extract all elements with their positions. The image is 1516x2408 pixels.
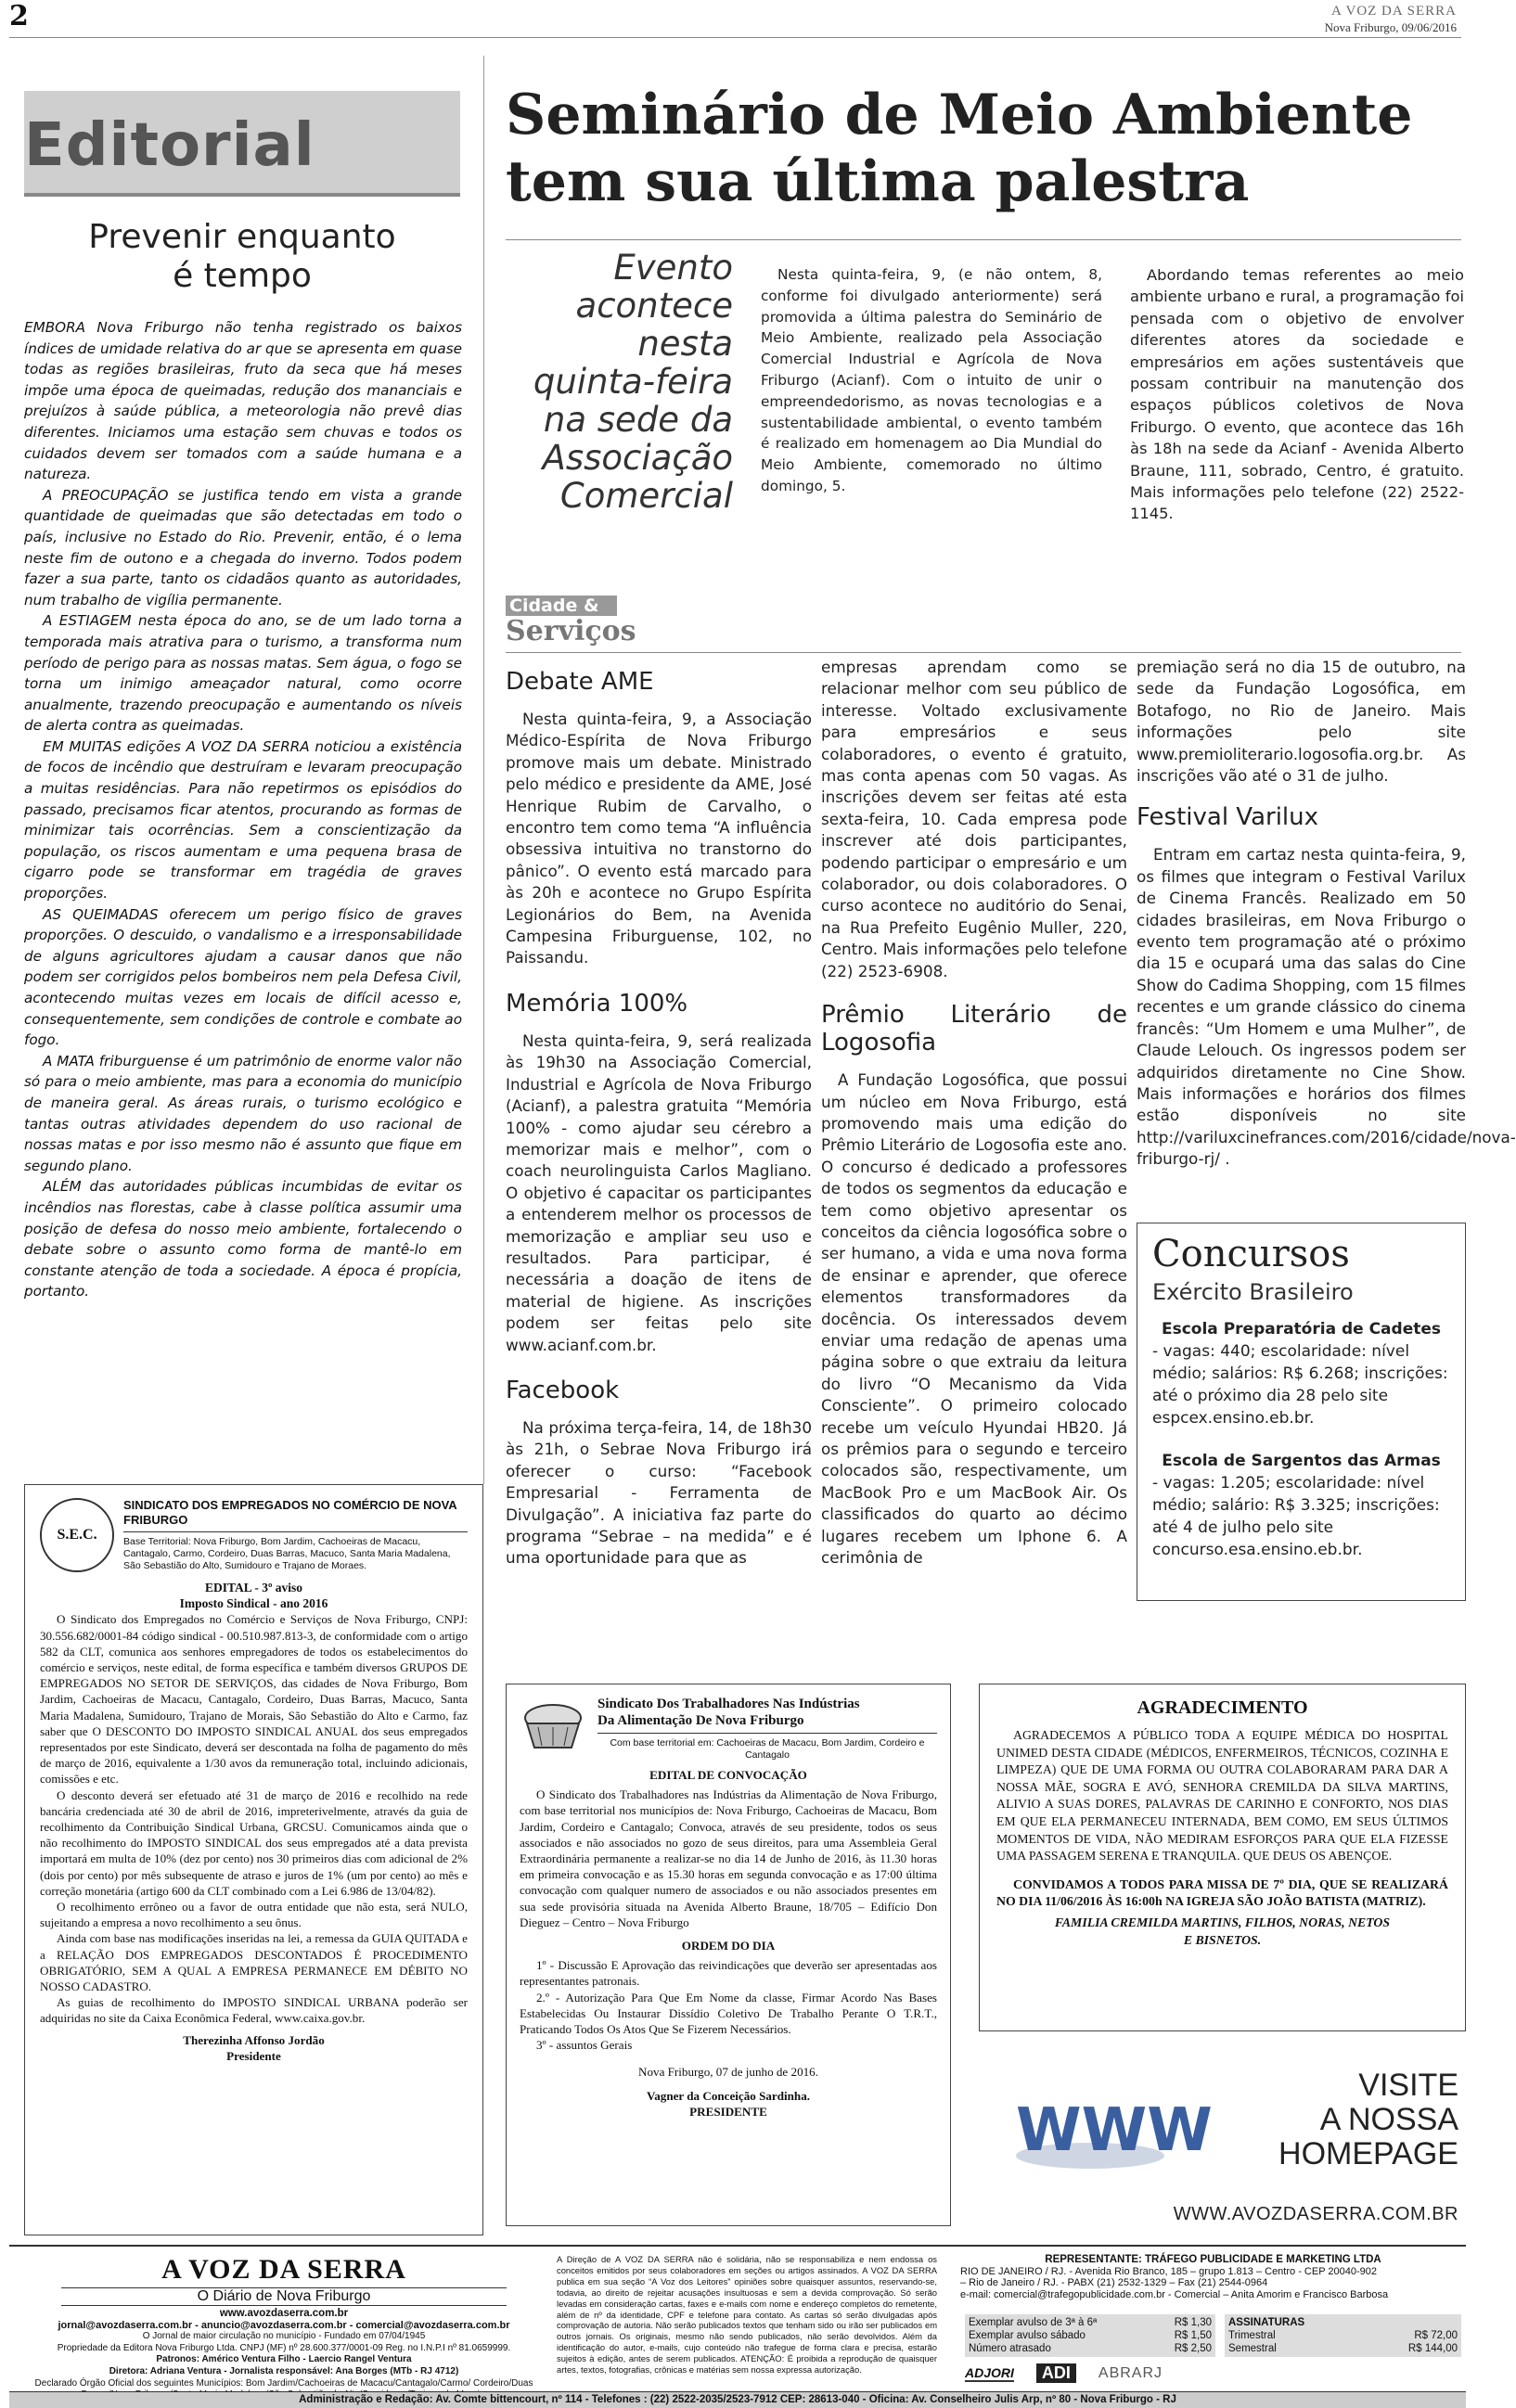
homepage-ad-line1: VISITE [1358,2068,1458,2103]
sindicato-alimentacao-name2: Da Alimentação De Nova Friburgo [597,1712,937,1734]
sindicato-comercio-base: Base Territorial: Nova Friburgo, Bom Jardim, Cachoeiras de Macacu, Cantagalo, Carmo, Cordeiro, Duas Barras, Macuco, Santa Maria Madalena, São Sebastião do Alto, Sumidouro e Trajano de Moraes. [123,1536,451,1571]
editorial-title-line2: é tempo [173,257,312,295]
legal-paragraph: O Sindicato dos Empregados no Comércio e Serviços de Nova Friburgo, CNPJ: 30.556.682/0001-84 código sindical - 00.510.987.813-3, de conformidade com o artigo 582 da CLT, comunica aos senhores empregadores de todos os estabelecimentos do comércio e serviços, neste edital, de forma específica e também diversos GRUPOS DE EMPREGADOS NO SETOR DE SERVIÇOS, das cidades de Nova Friburgo, Bom Jardim, Cachoeiras de Macacu, Cantagalo, Cordeiro, Duas Barras, Macuco, Santa Maria Madalena, Sumidouro, Trajano de Morais, São Sebastião do Alto e Carmo, faz saber que O DESCONTO DO IMPOSTO SINDICAL ANUAL dos seus empregados representados por este Sindicato, deverá ser descontada na folha de pagamento do mês de março de 2016, equivalente a 1/30 avos da remuneração total, incluindo adicionais, comissões e etc. [40,1612,468,1787]
legal-paragraph: O Sindicato dos Trabalhadores nas Indústrias da Alimentação de Nova Friburgo, com base territorial nos municípios de: Nova Friburgo, Cachoeiras de Macacu, Bom Jardim, Cordeiro e Cantagalo; Convoca, através de seu presidente, todos os seus associados e não associados no gozo de seus direitos, para uma Assembleia Geral Extraordinária permanente a realizar-se no dia 14 de Junho de 2016, às 11.30 horas em primeira convocação e as 15.30 horas em segunda convocação e as 17:00 última convocação com qualquer numero de associados e ou não associados presentes em sua sede provisória situada na Avenida Alberto Braune, 18/705 – Edifício Don Dieguez – Centro – Nova Friburgo [520,1787,937,1929]
section-rule [506,652,1461,653]
concursos-box [1137,1223,1466,1601]
sindicato-alimentacao-box [506,1684,951,2226]
agradecimento-text: AGRADECEMOS A PÚBLICO TODA A EQUIPE MÉDICA DO HOSPITAL UNIMED DESTA CIDADE (MÉDICOS, ENFERMEIROS, TÉCNICOS, COZINHA E LIMPEZA) QUE DE UMA FORMA OU OUTRA COLABORARAM PARA DAR A NOSSA MÃE, SOGRA E AVÓ, SENHORA CREMILDA DA SILVA MARTINS, ALIVIO A SUAS DORES, PALAVRAS DE CARINHO E CONFORTO, NOS DIAS EM QUE ELA PERMANECEU INTERNADA, BEM COMO, EM SEUS ÚLTIMOS MOMENTOS DE VIDA, NÃO MEDIRAM ESFORÇOS PARA QUE ELA FIZESSE UMA PASSAGEM SERENA E TRANQUILA. QUE DEUS OS ABENÇOE. [996,1728,1448,1864]
footer-masthead-block [24,2254,544,2402]
sindicato-comercio-body [40,1611,468,2026]
price-value: R$ 1,50 [1174,2330,1212,2341]
order-item: 3º - assuntos Gerais [536,2038,633,2053]
footer-line1: O Jornal de maior circulação no município - Fundado em 07/04/1945 [142,2331,426,2342]
price-row [969,2329,1212,2342]
main-headline-line2: tem sua última palestra [506,149,1250,214]
editorial-paragraph: EMBORA Nova Friburgo não tenha registrado os baixos índices de umidade relativa do ar que se apresenta em quase todas as regiões brasileiras, fruto da seca que há meses impõe uma época de queimadas, redução dos mananciais e prejuízos à saúde pública, a meteorologia não prevê dias diferentes. Iniciamos uma estação sem chuvas e todos os cuidados devem ser tomados com a saúde humana e a natureza. [24,319,462,483]
sindicato-comercio-name: SINDICATO DOS EMPREGADOS NO COMÉRCIO DE NOVA FRIBURGO [123,1498,468,1532]
concursos-item [1152,1318,1450,1429]
sindicato-alimentacao-role: PRESIDENTE [689,2104,767,2119]
sindicato-alimentacao-date: Nova Friburgo, 07 de junho de 2016. [638,2065,818,2080]
concursos-item-text: - vagas: 440; escolaridade: nível médio; salários: R$ 6.268; inscrições: até o próximo dia 28 pelo site espcex.ensino.eb.br. [1152,1342,1448,1428]
footer-representative [960,2254,1466,2300]
price-table [965,2314,1215,2357]
legal-paragraph: Ainda com base nas modificações inseridas na lei, a remessa da GUIA QUITADA e a RELAÇÃO DOS EMPREGADOS DESCONTADOS É PROCEDIMENTO OBRIGATÓRIO, SEM A QUAL A EMPRESA PERMANECE EM DÉBITO NO NOSSO CADASTRO. [40,1931,468,1994]
editorial-body [24,317,462,1302]
article-heading: Memória 100% [506,989,688,1018]
sindicato-seal-icon [40,1498,114,1572]
subs-value: R$ 144,00 [1407,2343,1458,2354]
editorial-paragraph: A PREOCUPAÇÃO se justifica tendo em vista a grande quantidade de queimadas que são detectadas em todo o país, inclusive no Estado do Rio. Prevenir, então, é o lema neste fim de outono e a chegada do inverno. Todos podem fazer a sua parte, tanto os cidadãos quanto as autoridades, num trabalho de vigília permanente. [24,486,462,608]
bread-basket-icon [520,1696,586,1751]
sindicato-alimentacao-body [520,1787,937,1930]
concursos-subtitle: Exército Brasileiro [1152,1279,1354,1305]
agradecimento-box [979,1684,1466,2031]
editorial-paragraph: A ESTIAGEM nesta época do ano, se de um lado torna a temporada mais atrativa para o turismo, a transforma num período de perigo para as nossas matas. Sem água, o fogo se torna um inimigo ameaçador natural, como ocorre anualmente, trazendo preocupação e aumentando os níveis de alerta contra as queimadas. [24,612,462,735]
subscription-table [1225,2314,1461,2357]
section-logo [506,596,673,649]
main-headline-rule [506,239,1461,240]
sindicato-alimentacao-name1: Sindicato Dos Trabalhadores Nas Indústrias [597,1697,860,1711]
price-label: Exemplar avulso sábado [969,2330,1086,2341]
www-graphic-icon [1007,2067,1213,2178]
homepage-ad-line2: A NOSSA [1319,2102,1458,2137]
section-logo-line1: Cidade & [506,596,617,616]
sindicato-alimentacao-edital: EDITAL DE CONVOCAÇÃO [649,1768,807,1782]
price-label: Exemplar avulso de 3ª à 6ª [969,2317,1098,2328]
header-rule [9,37,1461,38]
main-headline-line1: Seminário de Meio Ambiente [506,83,1413,147]
homepage-ad-text [1278,2069,1458,2171]
concursos-item-text: - vagas: 1.205; escolaridade: nível médio; salário: R$ 3.325; inscrições: até 4 de julho pelo site concurso.esa.ensino.eb.br. [1152,1474,1440,1559]
footer-masthead: A VOZ DA SERRA [161,2254,406,2285]
rep-line2: – Rio de Janeiro / RJ. - PABX (21) 2532-1329 – Fax (21) 2544-0964 [960,2277,1268,2289]
abrarj-logo: ABRARJ [1098,2364,1163,2381]
concursos-title: Concursos [1152,1233,1350,1275]
agradecimento-title: AGRADECIMENTO [1137,1697,1308,1718]
price-row [969,2342,1212,2355]
article-text: Nesta quinta-feira, 9, a Associação Médico-Espírita de Nova Friburgo promove mais um debate. Ministrado pelo médico e presidente da AME, José Henrique Rubim de Carvalho, o encontro tem como tema “A influência obsessiva intuitiva no transtorno do pânico”. O evento está marcado para às 20h e acontece no Grupo Espírita Legionários do Bem, na Avenida Campesina Friburguense, 102, no Paissandu. [506,710,812,967]
legal-paragraph: As guias de recolhimento do IMPOSTO SINDICAL URBANA poderão ser adquiridas no site da Caixa Econômica Federal, www.caixa.gov.br. [40,1995,468,2026]
editorial-title-line1: Prevenir enquanto [88,218,396,256]
article-text: Entram em cartaz nesta quinta-feira, 9, os filmes que integram o Festival Varilux de Cinema Francês. Realizado em 50 cidades brasileiras, em Nova Friburgo o evento tem programação até o próximo dia 15 e ocupará uma das salas do Cine Show do Cadima Shopping, com 15 filmes recentes e um grande clássico do cinema francês: “Um Homem e uma Mulher”, de Claude Lelouch. Os ingressos podem ser adquiridos diretamente no Cine Show. Mais informações e horários dos filmes estão disponíveis no site http://variluxcinefrances.com/2016/cidade/nova-friburgo-rj/ . [1137,845,1516,1169]
sindicato-alimentacao-base: Com base territorial em: Cachoeiras de Macacu, Bom Jardim, Cordeiro e Cantagalo [610,1737,925,1761]
section-logo-line2: Serviços [506,615,636,647]
price-value: R$ 2,50 [1174,2343,1212,2354]
subs-value: R$ 72,00 [1414,2330,1458,2341]
sindicato-seal-text: S.E.C. [57,1527,97,1543]
footer-line2: Propriedade da Editora Nova Friburgo Ltda. CNPJ (MF) nº 28.600.377/0001-09 Reg. no I.N.P.I nº 81.0659999. [57,2342,511,2353]
editorial-paragraph: A MATA friburguense é um patrimônio de enorme valor não só para o meio ambiente, mas para a economia do município de maneira geral. As áreas rurais, o turismo ecológico e tantas outras atividades dependem do uso racional de nossas matas e por isso mesmo não é assunto que fique em segundo plano. [24,1052,462,1174]
article-heading: Facebook [506,1376,620,1404]
editorial-paragraph: EM MUITAS edições A VOZ DA SERRA noticiou a existência de focos de incêndio que destruíram e levaram preocupação a muitas residências. Para não repetirmos os episódios do passado, precisamos ficar atentos, procurando as formas de minimizar tais ocorrências. Sem a conscientização da população, os riscos aumentam e uma pequena brasa de cigarro pode se transformar em tragédia de graves proporções. [24,737,462,903]
sindicato-comercio-subject: Imposto Sindical - ano 2016 [179,1596,328,1611]
article-heading: Prêmio Literário de Logosofia [821,1001,1127,1057]
adi-logo: ADI [1036,2363,1076,2383]
concursos-item-name: Escola Preparatória de Cadetes [1161,1320,1442,1338]
subs-title: ASSINATURAS [1228,2317,1305,2328]
editorial-label-underline [24,193,460,197]
sindicato-comercio-box [24,1484,483,2235]
rep-line1: RIO DE JANEIRO / RJ. - Avenida Rio Branco, 185 – grupo 1.813 – Centro - CEP 20040-902 [960,2265,1377,2277]
editorial-column-divider [483,56,484,1484]
rep-title: REPRESENTANTE: TRÁFEGO PUBLICIDADE E MARKETING LTDA [1045,2254,1381,2265]
www-text: WWW [1016,2096,1213,2165]
concursos-item [1152,1450,1450,1561]
footer-bottom-bar [9,2391,1466,2408]
subs-label: Semestral [1228,2343,1277,2354]
homepage-ad-url[interactable]: WWW.AVOZDASERRA.COM.BR [1173,2204,1458,2224]
price-row [969,2316,1212,2329]
footer-emails[interactable]: jornal@avozdaserra.com.br - anuncio@avozdaserra.com.br - comercial@avozdaserra.com.br [58,2319,510,2331]
cidade-col-a [506,668,812,1569]
footer-line5: Declarado Órgão Oficial dos seguintes Municípios: Bom Jardim/Cachoeiras de Macacu/Cantagalo/Carmo/ Cordeiro/Duas [34,2377,533,2389]
concursos-item-name: Escola de Sargentos das Armas [1162,1452,1441,1470]
main-story-col2 [1130,264,1464,525]
subs-label: Trimestral [1228,2330,1276,2341]
homepage-ad[interactable] [979,2039,1466,2234]
page-number: 2 [9,0,29,32]
header-paper-name: A VOZ DA SERRA [1331,4,1457,19]
editorial-paragraph: AS QUEIMADAS oferecem um perigo físico de graves proporções. O descuido, o vandalismo e a irresponsabilidade de alguns agricultores ajudam a causar danos que não podem ser corrigidos pelos bombeiros nem pela Defesa Civil, acontecendo muitas vezes em locais de difícil acesso e, consequentemente, sem condições de controle e combate ao fogo. [24,905,462,1049]
footer-bottom-text: Administração e Redação: Av. Comte bittencourt, nº 114 - Telefones : (22) 2522-2035/2523-7912 CEP: 28613-040 - Oficina: Av. Conselheiro Julis Arp, nº 80 - Nova Friburgo - RJ [299,2394,1176,2405]
sindicato-comercio-signer: Therezinha Affonso Jordão [183,2032,325,2047]
article-text-continued: empresas aprendam como se relacionar melhor com seu público de interesse. Voltado exclusivamente para empresários e seus colaboradores, o evento é gratuito, mas conta apenas com 50 vagas. As inscrições devem ser feitas até esta sexta-feira, 10. Cada empresa pode inscrever até dois participantes, podendo participar o empresário e um colaborador, ou dois colaboradores. O curso acontece no auditório do Senai, na Rua Prefeito Eugênio Muller, 220, Centro. Mais informações pelo telefone (22) 2523-6908. [821,658,1127,980]
main-story-paragraph2: Abordando temas referentes ao meio ambiente urbano e rural, a programação foi pensada com o objetivo de envolver diferentes atores da sociedade e empresários em ações sustentáveis que possam contribuir na manutenção dos espaços públicos coletivos de Nova Friburgo. O evento, que acontece das 16h às 18h na sede da Acianf - Avenida Alberto Braune, 111, sobrado, Centro, é gratuito. Mais informações pelo telefone (22) 2522-1145. [1130,266,1464,523]
homepage-ad-line3: HOMEPAGE [1278,2136,1458,2171]
sindicato-alimentacao-signer: Vagner da Conceição Sardinha. [646,2088,811,2103]
sindicato-comercio-role: Presidente [226,2048,281,2063]
article-text: Nesta quinta-feira, 9, será realizada às 19h30 na Associação Comercial, Industrial e Agrícola de Nova Friburgo (Acianf), a palestra gratuita “Memória 100% - como ajudar seu cérebro a memorizar mais e melhor”, com o coach neurolinguista Carlos Magliano. O objetivo é capacitar os participantes a entenderem melhor os processos de memorização e ampliar seu uso e resultados. Para participar, é necessária a doação de itens de material de higiene. As inscrições podem ser feitas pelo site www.acianf.com.br. [506,1031,812,1354]
header-date: Nova Friburgo, 09/06/2016 [1324,20,1457,34]
subs-row [1228,2342,1458,2355]
rep-line3: e-mail: comercial@trafegopublicidade.com.br - Comercial – Anita Amorim e Francisco Barbosa [960,2288,1389,2300]
agradecimento-invite: CONVIDAMOS A TODOS PARA MISSA DE 7º DIA, QUE SE REALIZARÁ NO DIA 11/06/2016 ÀS 16:00h NA IGREJA SÃO JOÃO BATISTA (MATRIZ). [996,1876,1448,1909]
main-story-col1 [761,264,1102,497]
footer-disclaimer: A Direção de A VOZ DA SERRA não é solidária, não se responsabiliza e nem endossa os conceitos emitidos por seus colaboradores em seções ou artigos assinados. A VOZ DA SERRA publica em sua seção “A Voz dos Leitores” opiniões sobre quaisquer assuntos, reservando-se, todavia, ao direito de rejeitar acusações insultuosas e sem a devida comprovação. Só serão levadas em consideração cartas, faxes e e-mails com nome e endereço completos do remetente, além de nº da identidade, CPF e telefone para contato. As cartas só serão divulgadas após comprovação de autoria. Não serão publicados textos que tenham sido ou irão ser publicados em outros jornais. Os originais, mesmo não sendo publicados, não serão devolvidos. Além da identificação do autor, e-mails, cujo conteúdo não trafegue de forma clara e precisa, estarão sujeitos à edição, antes de serem publicados. ATENÇÃO: É proibida a reprodução de quaisquer artes, textos, fotografias, crônicas e matérias sem nossa expressa autorização. [557,2254,937,2376]
cidade-col-b [821,657,1127,1569]
main-headline [506,82,1471,215]
editorial-label: Editorial [24,111,315,180]
article-text-continued: premiação será no dia 15 de outubro, na sede da Fundação Logosófica, em Botafogo, no Rio de Janeiro. Mais informações pelo site www.premioliterario.logosofia.org.br. As inscrições vão até o 31 de julho. [1137,658,1466,786]
adjori-logo: ADJORI [965,2364,1014,2380]
editorial-paragraph: ALÉM das autoridades públicas incumbidas de evitar os incêndios nas florestas, cabe à classe política assumir uma posição de defesa do nosso meio ambiente, fortalecendo o debate sobre o assunto como forma de mantê-lo em constante atenção de toda a sociedade. A época é propícia, portanto. [24,1178,462,1300]
legal-paragraph: O recolhimento errôneo ou a favor de outra entidade que não esta, será NULO, sujeitando a empresa a novo recolhimento a seu ônus. [40,1900,468,1930]
order-item: 2.º - Autorização Para Que Em Nome da classe, Firmar Acordo Nas Bases Estabelecidas Ou Instaurar Dissídio Coletivo De Trabalho Perante O T.R.T., Praticando Todos Os Atos Que Se Fizerem Necessários. [520,1990,937,2037]
order-item: 1º - Discussão E Aprovação das reivindicações que deverão ser apresentadas aos representantes patronais. [520,1958,937,1989]
sindicato-comercio-edital: EDITAL - 3º aviso [204,1581,303,1595]
footer-top-rule [9,2245,1466,2247]
price-value: R$ 1,30 [1174,2317,1212,2328]
footer-subtitle: O Diário de Nova Friburgo [61,2287,507,2306]
footer-website[interactable]: www.avozdaserra.com.br [219,2308,349,2319]
footer-logos [965,2363,1466,2383]
subs-row [1228,2329,1458,2342]
article-text: Na próxima terça-feira, 14, de 18h30 às 21h, o Sebrae Nova Friburgo irá oferecer o curso: “Facebook Empresarial - Ferramenta de Divulgação”. A iniciativa faz parte do programa “Sebrae – na medida” e é uma oportunidade para que as [506,1417,812,1568]
legal-paragraph: O desconto deverá ser efetuado até 31 de março de 2016 e recolhido na rede bancária credenciada até 30 de abril de 2016, impreterivelmente, através da guia de recolhimento da Contribuição Sindical Urbana, GRCSU. Comunicamos ainda que o não recolhimento do IMPOSTO SINDICAL dos seus empregados até a data prevista importará em multa de 10% (dez por cento) nos 30 primeiros dias com adicional de 2% (dois por cento) por mês subsequente de atraso e juros de 1% (um por cento) ao mês e correção monetária (artigo 600 da CLT combinado com a Lei 6.986 de 13/04/82). [40,1787,468,1898]
cidade-col-c [1137,657,1516,1171]
article-text: A Fundação Logosófica, que possui um núcleo em Nova Friburgo, está promovendo mais uma edição do Prêmio Literário de Logosofia este ano. O concurso é dedicado a professores de todos os segmentos da educação e tem como objetivo apresentar os conceitos da ciência logosófica sobre o ser humano, a vida e uma nova forma de ensinar e aprender, que oferece elementos transformadores da docência. Os interessados devem enviar uma redação de apenas uma página sobre o que extraiu da leitura do livro “O Mecanismo da Vida Consciente”. O primeiro colocado recebe um veículo Hyundai HB20. Já os prêmios para o segundo e terceiro colocados são, respectivamente, um MacBook Pro e um MacBook Air. Os classificados do quarto ao décimo lugares recebem um Iphone 6. A cerimônia de [821,1070,1127,1568]
main-story-paragraph1: Nesta quinta-feira, 9, (e não ontem, 8, conforme foi divulgado anteriormente) será promovida a última palestra do Seminário de Meio Ambiente, realizado pela Associação Comercial Industrial e Agrícola de Nova Friburgo (Acianf). Com o intuito de unir o empreendedorismo, as novas tecnologias e a sustentabilidade ambiental, o evento também é realizado em homenagem ao Dia Mundial do Meio Ambiente, comemorado no último domingo, 5. [761,266,1102,494]
agradecimento-family: FAMILIA CREMILDA MARTINS, FILHOS, NORAS, NETOS E BISNETOS. [1054,1915,1391,1947]
order-list [520,1957,937,2053]
price-label: Número atrasado [969,2343,1051,2354]
editorial-title [24,218,460,296]
main-kicker: Evento acontece nesta quinta-feira na sede da Associação Comercial [533,248,733,516]
order-title: ORDEM DO DIA [681,1939,776,1953]
article-heading: Debate AME [506,668,654,696]
article-heading: Festival Varilux [1137,803,1319,832]
footer-line3: Patronos: Américo Ventura Filho - Laercio Rangel Ventura [156,2354,412,2365]
footer-line4: Diretora: Adriana Ventura - Jornalista responsável: Ana Borges (MTb - RJ 4712) [109,2365,459,2376]
